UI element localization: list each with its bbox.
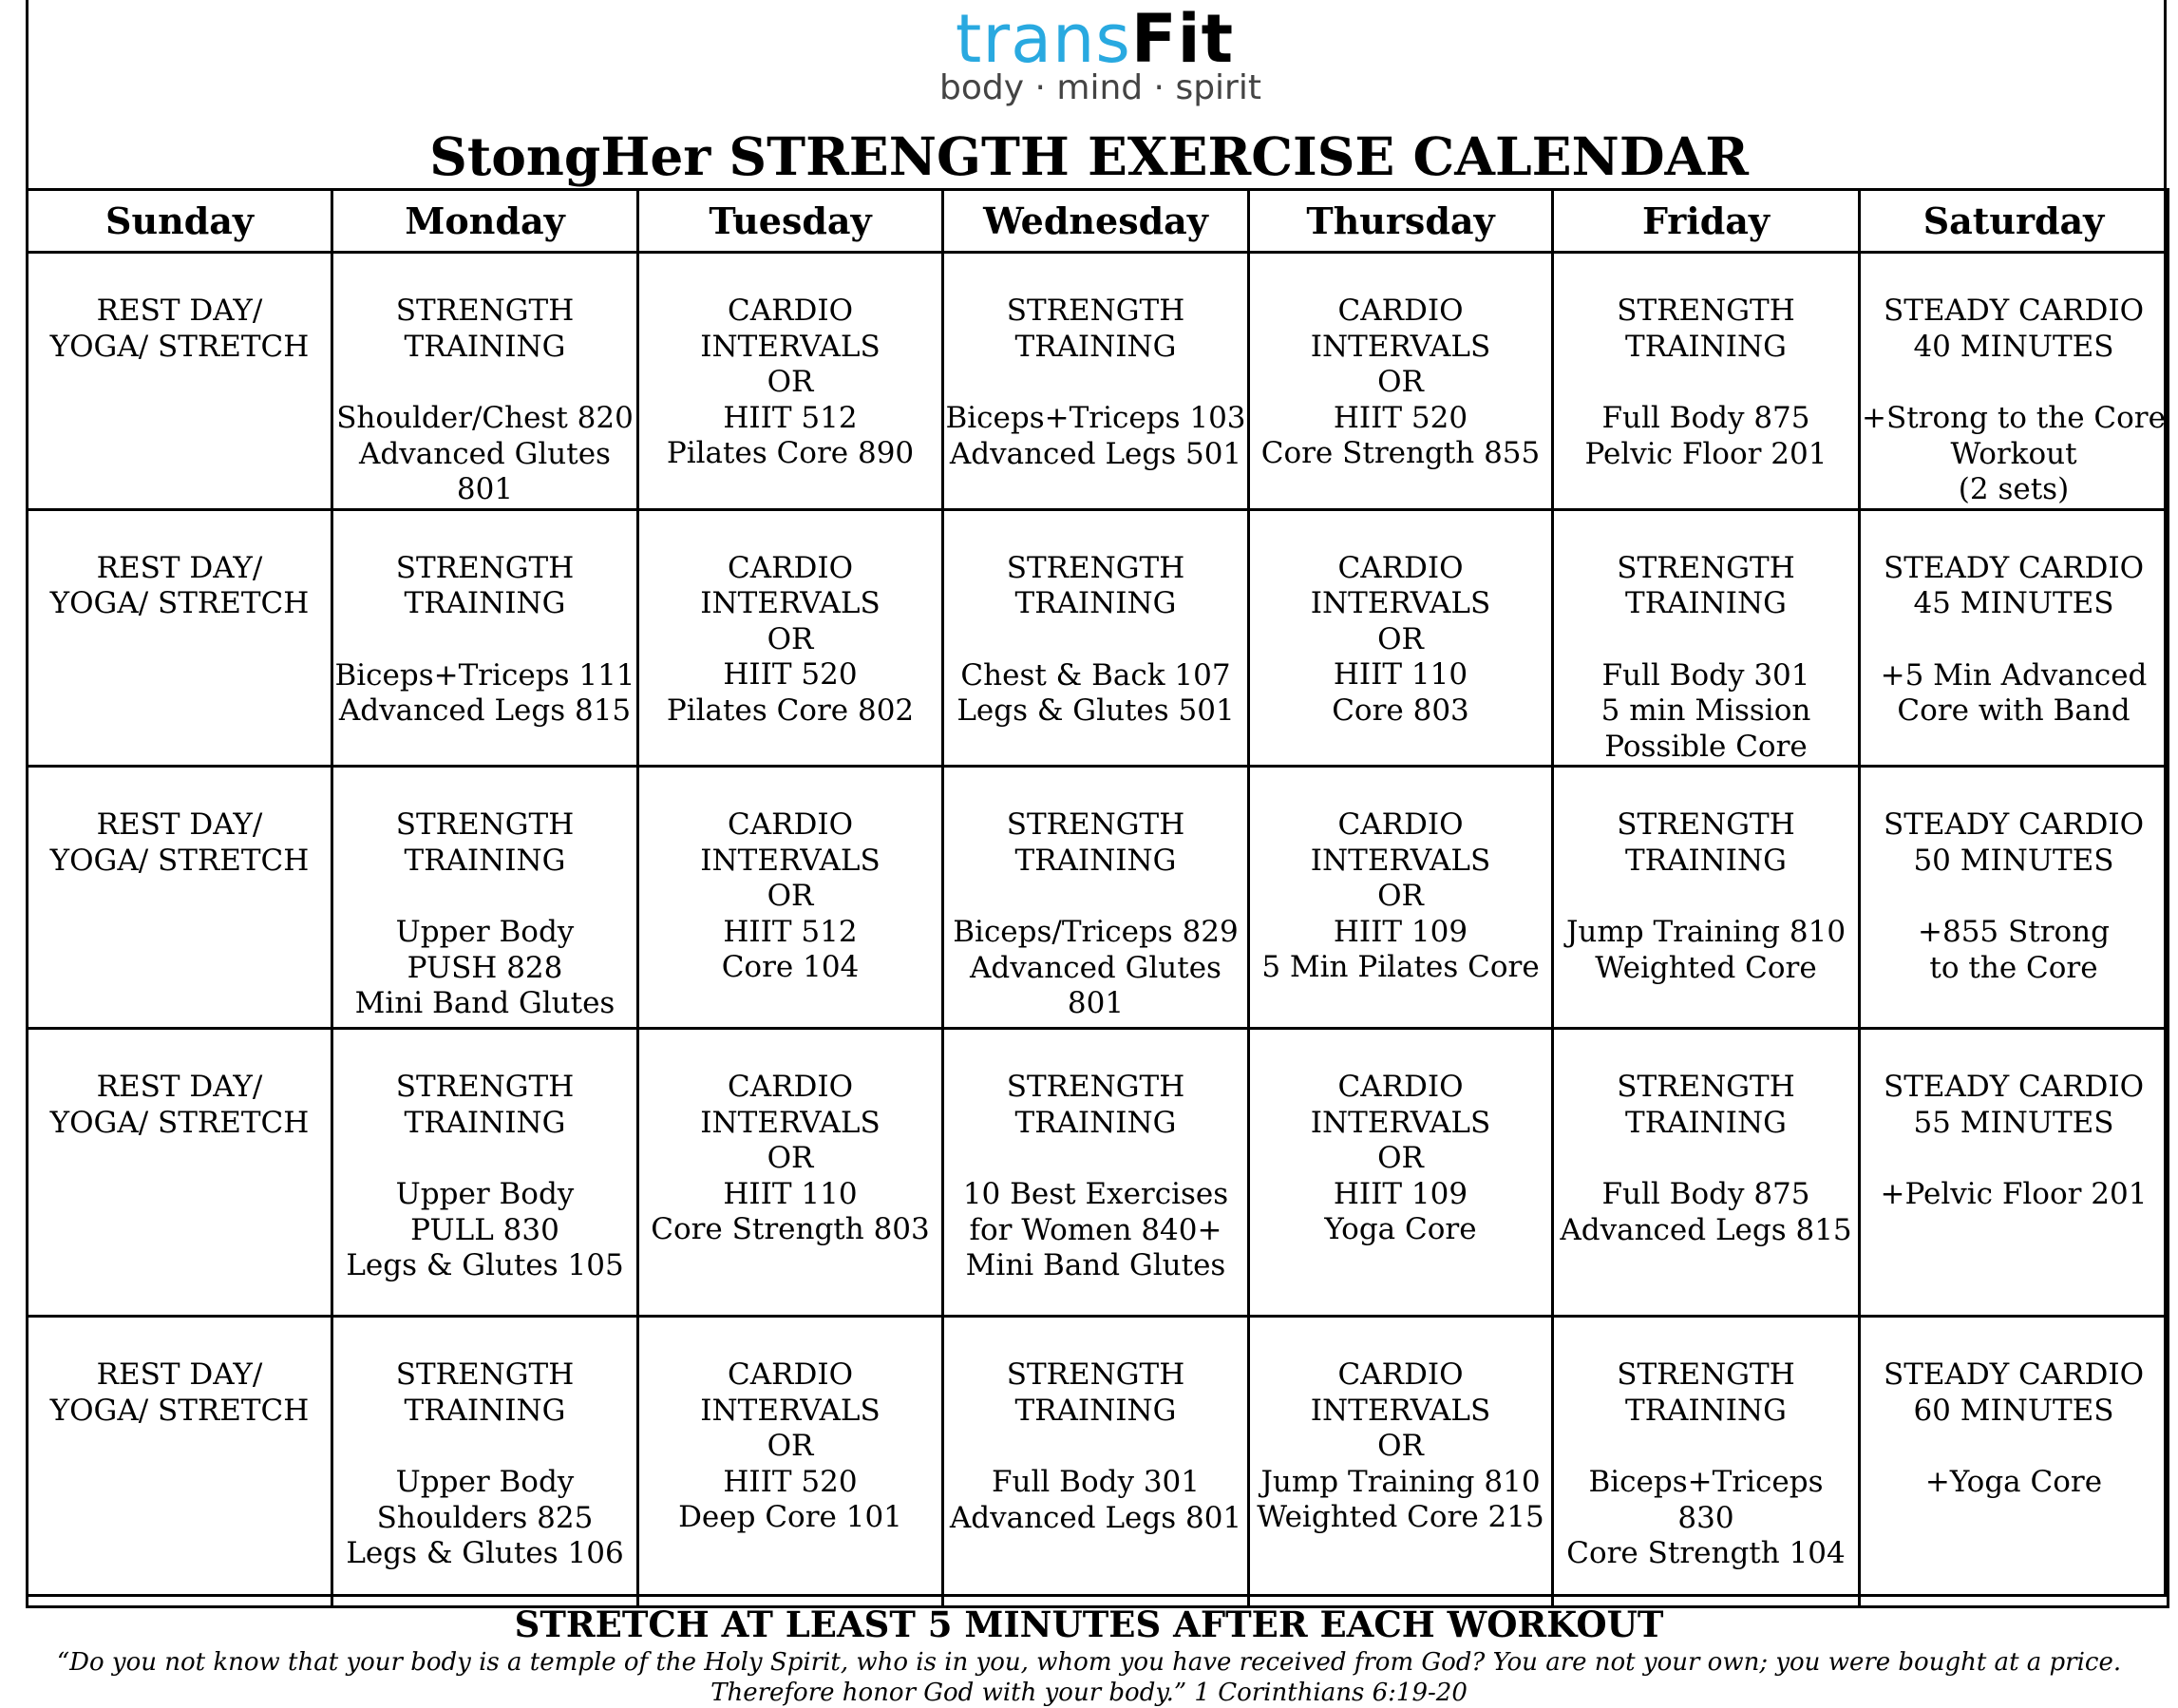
day-header-thursday: Thursday (1249, 190, 1553, 253)
cell-workout-details: Full Body 875 Pelvic Floor 201 (1584, 401, 1828, 471)
calendar-cell (638, 253, 943, 510)
cell-workout-details: Biceps+Triceps 103 Advanced Legs 501 (945, 401, 1246, 471)
cell-workout-details: Biceps+Triceps 830 Core Strength 104 (1566, 1465, 1846, 1570)
cell-workout-type: STRENGTH TRAINING (395, 294, 575, 364)
cell-workout-type: CARDIO INTERVALS OR (1310, 550, 1491, 656)
cell-workout-type: REST DAY/ YOGA/ STRETCH (49, 1357, 310, 1428)
calendar-cell (332, 1317, 638, 1607)
cell-workout-type: CARDIO INTERVALS OR (1310, 1070, 1491, 1175)
cell-workout-type: STEADY CARDIO 45 MINUTES (1883, 550, 2145, 620)
calendar-cell (28, 509, 332, 767)
calendar-cell (1553, 767, 1860, 1029)
cell-workout-type: CARDIO INTERVALS OR (1310, 294, 1491, 399)
cell-workout-type: STRENGTH TRAINING (1006, 1070, 1185, 1140)
calendar-cell (943, 767, 1249, 1029)
logo-trans-text: trans (955, 0, 1131, 78)
week-row (28, 767, 2169, 1029)
calendar-cell (943, 1317, 1249, 1607)
cell-workout-type: REST DAY/ YOGA/ STRETCH (49, 550, 310, 620)
logo-wordmark (6, 0, 2178, 78)
cell-workout-details: HIIT 110 Core Strength 803 (651, 1176, 930, 1246)
cell-workout-details: Shoulder/Chest 820 Advanced Glutes 801 (336, 401, 634, 506)
calendar-cell (1860, 1317, 2169, 1607)
cell-workout-type: STRENGTH TRAINING (1006, 1357, 1185, 1428)
day-header-saturday: Saturday (1860, 190, 2169, 253)
calendar-cell (1860, 767, 2169, 1029)
calendar-cell (332, 1029, 638, 1317)
cell-workout-type: CARDIO INTERVALS OR (700, 1357, 881, 1463)
week-row (28, 253, 2169, 510)
cell-workout-details: HIIT 520 Deep Core 101 (678, 1464, 902, 1534)
cell-workout-details: Jump Training 810 Weighted Core 215 (1257, 1464, 1544, 1534)
calendar-cell (638, 509, 943, 767)
cell-workout-type: REST DAY/ YOGA/ STRETCH (49, 294, 310, 364)
cell-workout-type: STEADY CARDIO 60 MINUTES (1883, 1357, 2145, 1428)
cell-workout-details: +Yoga Core (1924, 1465, 2103, 1499)
cell-workout-details: +Pelvic Floor 201 (1880, 1177, 2148, 1211)
cell-workout-type: CARDIO INTERVALS OR (700, 1070, 881, 1175)
cell-workout-details: Biceps+Triceps 111 Advanced Legs 815 (334, 657, 635, 728)
calendar-cell (943, 509, 1249, 767)
day-header-sunday: Sunday (28, 190, 332, 253)
cell-workout-type: STRENGTH TRAINING (1006, 550, 1185, 620)
cell-workout-details: Full Body 301 Advanced Legs 801 (949, 1465, 1242, 1535)
calendar-cell (1553, 253, 1860, 510)
day-header-row (28, 190, 2169, 253)
calendar-cell (1249, 1317, 1553, 1607)
cell-workout-type: STEADY CARDIO 50 MINUTES (1883, 807, 2145, 878)
calendar-cell (28, 1317, 332, 1607)
calendar-cell (638, 767, 943, 1029)
cell-workout-type: CARDIO INTERVALS OR (700, 294, 881, 399)
cell-workout-details: Biceps/Triceps 829 Advanced Glutes 801 (953, 915, 1239, 1020)
logo-tagline: body · mind · spirit (939, 68, 1261, 107)
cell-workout-details: 10 Best Exercises for Women 840+ Mini Band Glutes (962, 1177, 1229, 1282)
cell-workout-details: +5 Min Advanced Core with Band (1880, 657, 2148, 728)
cell-workout-type: CARDIO INTERVALS OR (1310, 807, 1491, 913)
cell-workout-type: STRENGTH TRAINING (395, 1070, 575, 1140)
cell-workout-type: STRENGTH TRAINING (1617, 550, 1795, 620)
calendar-cell (638, 1029, 943, 1317)
transfit-logo (0, 0, 2178, 107)
cell-workout-details: HIIT 520 Core Strength 855 (1260, 400, 1541, 470)
exercise-calendar-table (26, 188, 2169, 1608)
calendar-cell (1553, 1317, 1860, 1607)
cell-workout-details: HIIT 512 Core 104 (721, 914, 860, 984)
logo-fit-text: Fit (1130, 0, 1235, 78)
stretch-reminder: STRETCH AT LEAST 5 MINUTES AFTER EACH WORKOUT (514, 1604, 1664, 1645)
calendar-cell (1249, 767, 1553, 1029)
calendar-cell (1249, 509, 1553, 767)
calendar-cell (1553, 1029, 1860, 1317)
cell-workout-type: STRENGTH TRAINING (395, 1357, 575, 1428)
cell-workout-type: STEADY CARDIO 55 MINUTES (1883, 1070, 2145, 1140)
day-header-monday: Monday (332, 190, 638, 253)
cell-workout-type: STRENGTH TRAINING (1617, 1070, 1795, 1140)
calendar-cell (943, 1029, 1249, 1317)
calendar-cell (28, 253, 332, 510)
cell-workout-type: REST DAY/ YOGA/ STRETCH (49, 1070, 310, 1140)
calendar-cell (1860, 1029, 2169, 1317)
cell-workout-type: CARDIO INTERVALS OR (700, 807, 881, 913)
scripture-quote: “Do you not know that your body is a temple of the Holy Spirit, who is in you, whom you have received from God? You are not your own; you were bought at a price. Therefore honor God with your body.” 1 Corinthians 6:19-20 (56, 1648, 2122, 1707)
calendar-cell (1249, 1029, 1553, 1317)
calendar-cell (332, 253, 638, 510)
day-header-wednesday: Wednesday (943, 190, 1249, 253)
cell-workout-details: Chest & Back 107 Legs & Glutes 501 (956, 657, 1235, 728)
cell-workout-type: STRENGTH TRAINING (395, 807, 575, 878)
cell-workout-type: STRENGTH TRAINING (1006, 807, 1185, 878)
cell-workout-type: STRENGTH TRAINING (1617, 294, 1795, 364)
calendar-cell (1860, 253, 2169, 510)
calendar-cell (332, 767, 638, 1029)
cell-workout-type: STRENGTH TRAINING (1617, 807, 1795, 878)
calendar-cell (28, 1029, 332, 1317)
calendar-cell (638, 1317, 943, 1607)
cell-workout-type: STRENGTH TRAINING (1006, 294, 1185, 364)
day-header-friday: Friday (1553, 190, 1860, 253)
day-header-tuesday: Tuesday (638, 190, 943, 253)
cell-workout-details: HIIT 110 Core 803 (1332, 657, 1469, 728)
cell-workout-details: Upper Body PULL 830 Legs & Glutes 105 (346, 1177, 624, 1282)
cell-workout-details: HIIT 512 Pilates Core 890 (666, 400, 915, 470)
cell-workout-details: Full Body 875 Advanced Legs 815 (1560, 1177, 1852, 1247)
cell-workout-details: +855 Strong to the Core (1918, 915, 2110, 985)
cell-workout-details: HIIT 109 5 Min Pilates Core (1261, 914, 1540, 984)
calendar-cell (943, 253, 1249, 510)
week-row (28, 1029, 2169, 1317)
cell-workout-type: STRENGTH TRAINING (395, 550, 575, 620)
cell-workout-details: +Strong to the Core Workout (2 sets) (1862, 401, 2166, 506)
calendar-cell (1860, 509, 2169, 767)
cell-workout-type: STEADY CARDIO 40 MINUTES (1883, 294, 2145, 364)
cell-workout-details: Upper Body PUSH 828 Mini Band Glutes (354, 915, 616, 1020)
calendar-cell (332, 509, 638, 767)
cell-workout-details: HIIT 109 Yoga Core (1324, 1176, 1477, 1246)
cell-workout-type: STRENGTH TRAINING (1617, 1357, 1795, 1428)
week-row (28, 1317, 2169, 1607)
cell-workout-type: CARDIO INTERVALS OR (700, 550, 881, 656)
cell-workout-details: Upper Body Shoulders 825 Legs & Glutes 106 (346, 1465, 624, 1570)
cell-workout-details: HIIT 520 Pilates Core 802 (666, 657, 915, 728)
cell-workout-type: REST DAY/ YOGA/ STRETCH (49, 807, 310, 878)
cell-workout-details: Full Body 301 5 min Mission Possible Core (1600, 657, 1811, 764)
calendar-cell (1553, 509, 1860, 767)
cell-workout-details: Jump Training 810 Weighted Core (1565, 915, 1847, 985)
cell-workout-type: CARDIO INTERVALS OR (1310, 1357, 1491, 1463)
page-title: StongHer STRENGTH EXERCISE CALENDAR (429, 125, 1749, 187)
week-row (28, 509, 2169, 767)
calendar-cell (1249, 253, 1553, 510)
calendar-cell (28, 767, 332, 1029)
